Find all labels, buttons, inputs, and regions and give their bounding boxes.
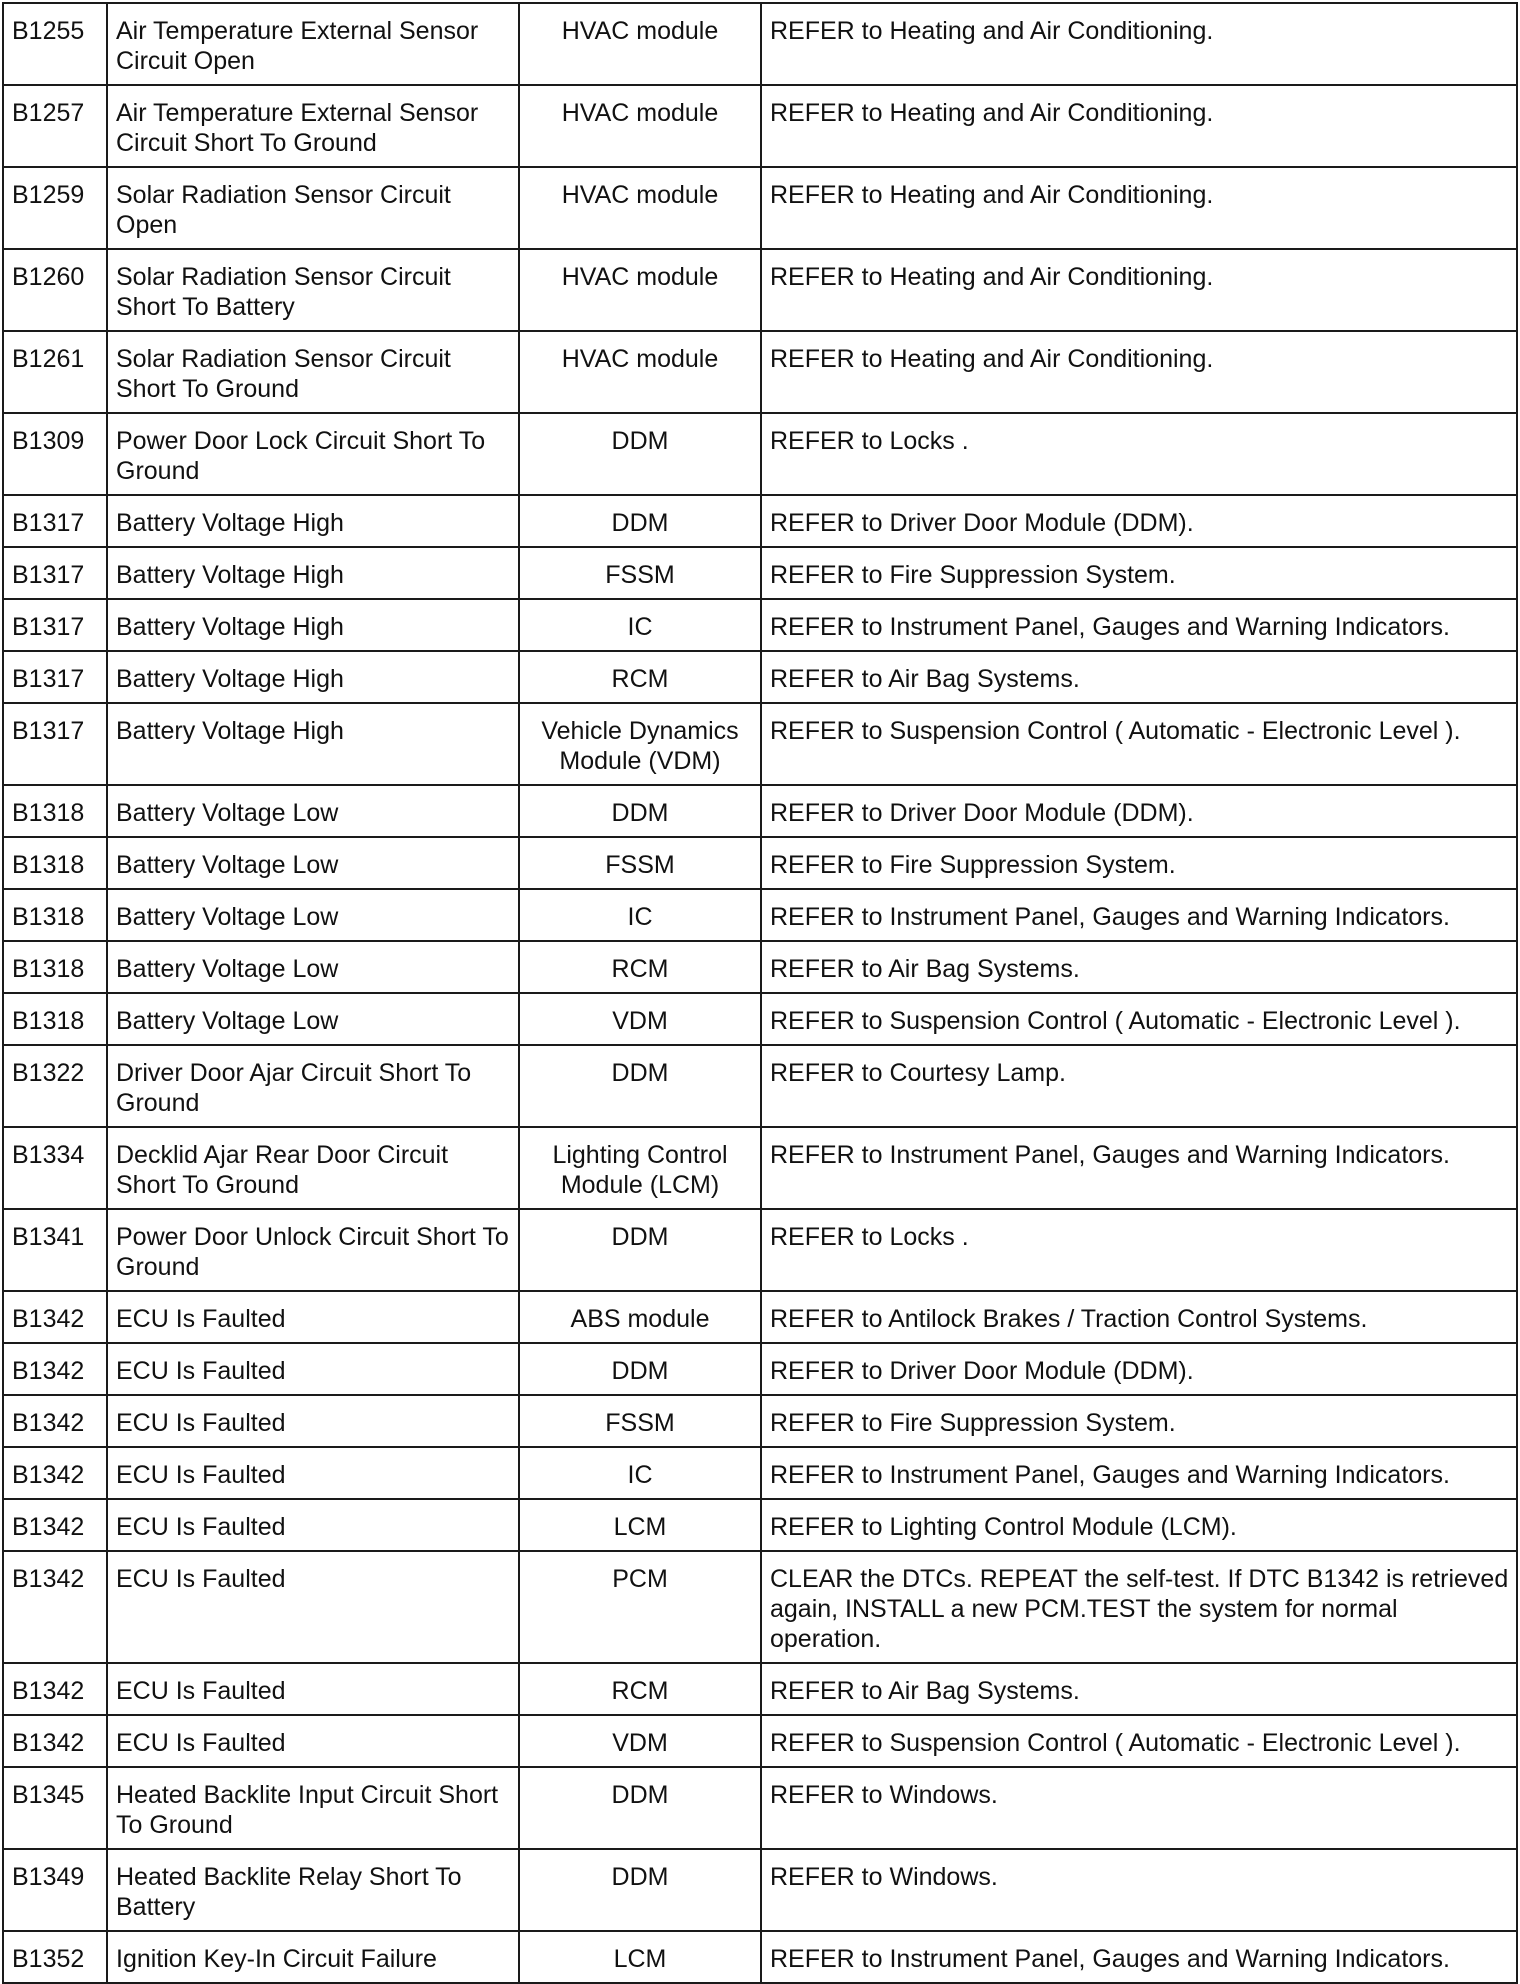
dtc-action-cell: REFER to Heating and Air Conditioning. [761, 249, 1517, 331]
table-row [3, 331, 1517, 413]
table-row [3, 413, 1517, 495]
dtc-description-cell: Air Temperature External Sensor Circuit Short To Ground [107, 85, 519, 167]
table-row [3, 1931, 1517, 1983]
dtc-code-cell: B1341 [3, 1209, 107, 1291]
table-row [3, 599, 1517, 651]
dtc-code-cell: B1342 [3, 1291, 107, 1343]
dtc-module-cell: IC [519, 599, 761, 651]
dtc-action-cell: REFER to Heating and Air Conditioning. [761, 167, 1517, 249]
table-row [3, 889, 1517, 941]
dtc-module-cell: ABS module [519, 1291, 761, 1343]
dtc-description-cell: Heated Backlite Relay Short To Battery [107, 1849, 519, 1931]
table-row [3, 837, 1517, 889]
dtc-action-cell: REFER to Suspension Control ( Automatic - Electronic Level ). [761, 993, 1517, 1045]
dtc-action-cell: REFER to Windows. [761, 1767, 1517, 1849]
dtc-description-cell: ECU Is Faulted [107, 1499, 519, 1551]
dtc-description-cell: Solar Radiation Sensor Circuit Short To Ground [107, 331, 519, 413]
dtc-action-cell: REFER to Suspension Control ( Automatic - Electronic Level ). [761, 1715, 1517, 1767]
dtc-description-cell: ECU Is Faulted [107, 1551, 519, 1663]
dtc-description-cell: Solar Radiation Sensor Circuit Short To Battery [107, 249, 519, 331]
dtc-module-cell: VDM [519, 993, 761, 1045]
dtc-description-cell: Solar Radiation Sensor Circuit Open [107, 167, 519, 249]
table-row [3, 1127, 1517, 1209]
dtc-description-cell: Battery Voltage High [107, 703, 519, 785]
dtc-description-cell: ECU Is Faulted [107, 1291, 519, 1343]
table-row [3, 495, 1517, 547]
dtc-action-cell: REFER to Windows. [761, 1849, 1517, 1931]
dtc-code-cell: B1342 [3, 1715, 107, 1767]
dtc-table-body [3, 3, 1517, 1983]
dtc-code-cell: B1261 [3, 331, 107, 413]
dtc-code-cell: B1349 [3, 1849, 107, 1931]
table-row [3, 1715, 1517, 1767]
dtc-action-cell: REFER to Fire Suppression System. [761, 547, 1517, 599]
dtc-description-cell: ECU Is Faulted [107, 1663, 519, 1715]
dtc-code-cell: B1318 [3, 993, 107, 1045]
dtc-code-cell: B1318 [3, 941, 107, 993]
table-row [3, 1291, 1517, 1343]
dtc-action-cell: REFER to Heating and Air Conditioning. [761, 331, 1517, 413]
dtc-module-cell: RCM [519, 651, 761, 703]
dtc-description-cell: Battery Voltage Low [107, 837, 519, 889]
dtc-action-cell: REFER to Heating and Air Conditioning. [761, 85, 1517, 167]
dtc-table [2, 2, 1518, 1984]
dtc-description-cell: ECU Is Faulted [107, 1395, 519, 1447]
dtc-code-cell: B1342 [3, 1395, 107, 1447]
dtc-code-cell: B1317 [3, 599, 107, 651]
dtc-module-cell: FSSM [519, 1395, 761, 1447]
dtc-module-cell: DDM [519, 413, 761, 495]
dtc-module-cell: Vehicle Dynamics Module (VDM) [519, 703, 761, 785]
dtc-module-cell: IC [519, 889, 761, 941]
table-row [3, 651, 1517, 703]
dtc-module-cell: DDM [519, 785, 761, 837]
dtc-action-cell: REFER to Air Bag Systems. [761, 941, 1517, 993]
dtc-module-cell: FSSM [519, 837, 761, 889]
table-row [3, 993, 1517, 1045]
dtc-module-cell: FSSM [519, 547, 761, 599]
dtc-code-cell: B1342 [3, 1499, 107, 1551]
dtc-description-cell: Battery Voltage High [107, 547, 519, 599]
dtc-code-cell: B1318 [3, 785, 107, 837]
dtc-description-cell: Battery Voltage Low [107, 941, 519, 993]
dtc-module-cell: IC [519, 1447, 761, 1499]
dtc-code-cell: B1345 [3, 1767, 107, 1849]
dtc-module-cell: HVAC module [519, 167, 761, 249]
dtc-action-cell: REFER to Driver Door Module (DDM). [761, 495, 1517, 547]
dtc-action-cell: REFER to Antilock Brakes / Traction Control Systems. [761, 1291, 1517, 1343]
dtc-description-cell: Battery Voltage Low [107, 785, 519, 837]
table-row [3, 1209, 1517, 1291]
table-row [3, 703, 1517, 785]
dtc-code-cell: B1309 [3, 413, 107, 495]
table-row [3, 167, 1517, 249]
dtc-module-cell: HVAC module [519, 331, 761, 413]
dtc-action-cell: REFER to Lighting Control Module (LCM). [761, 1499, 1517, 1551]
dtc-description-cell: Driver Door Ajar Circuit Short To Ground [107, 1045, 519, 1127]
dtc-description-cell: Power Door Lock Circuit Short To Ground [107, 413, 519, 495]
dtc-code-cell: B1257 [3, 85, 107, 167]
dtc-action-cell: REFER to Heating and Air Conditioning. [761, 3, 1517, 85]
dtc-module-cell: Lighting Control Module (LCM) [519, 1127, 761, 1209]
table-row [3, 1045, 1517, 1127]
table-row [3, 1551, 1517, 1663]
dtc-module-cell: DDM [519, 1343, 761, 1395]
dtc-action-cell: REFER to Instrument Panel, Gauges and Warning Indicators. [761, 1447, 1517, 1499]
dtc-description-cell: Power Door Unlock Circuit Short To Ground [107, 1209, 519, 1291]
dtc-code-cell: B1342 [3, 1551, 107, 1663]
dtc-action-cell: REFER to Instrument Panel, Gauges and Warning Indicators. [761, 1127, 1517, 1209]
dtc-code-cell: B1317 [3, 703, 107, 785]
dtc-code-cell: B1334 [3, 1127, 107, 1209]
dtc-action-cell: REFER to Driver Door Module (DDM). [761, 1343, 1517, 1395]
dtc-code-cell: B1342 [3, 1343, 107, 1395]
dtc-module-cell: LCM [519, 1931, 761, 1983]
table-row [3, 1767, 1517, 1849]
dtc-action-cell: CLEAR the DTCs. REPEAT the self-test. If DTC B1342 is retrieved again, INSTALL a new PCM.TEST the system for normal operation. [761, 1551, 1517, 1663]
dtc-module-cell: HVAC module [519, 85, 761, 167]
dtc-action-cell: REFER to Instrument Panel, Gauges and Warning Indicators. [761, 889, 1517, 941]
dtc-code-cell: B1317 [3, 547, 107, 599]
dtc-description-cell: Ignition Key-In Circuit Failure [107, 1931, 519, 1983]
dtc-action-cell: REFER to Instrument Panel, Gauges and Warning Indicators. [761, 1931, 1517, 1983]
dtc-module-cell: DDM [519, 1767, 761, 1849]
dtc-description-cell: Air Temperature External Sensor Circuit Open [107, 3, 519, 85]
dtc-description-cell: ECU Is Faulted [107, 1715, 519, 1767]
dtc-module-cell: PCM [519, 1551, 761, 1663]
dtc-action-cell: REFER to Driver Door Module (DDM). [761, 785, 1517, 837]
dtc-code-cell: B1352 [3, 1931, 107, 1983]
dtc-code-cell: B1342 [3, 1447, 107, 1499]
table-row [3, 85, 1517, 167]
dtc-module-cell: RCM [519, 1663, 761, 1715]
dtc-code-cell: B1322 [3, 1045, 107, 1127]
dtc-action-cell: REFER to Air Bag Systems. [761, 1663, 1517, 1715]
table-row [3, 547, 1517, 599]
dtc-module-cell: LCM [519, 1499, 761, 1551]
dtc-code-cell: B1317 [3, 495, 107, 547]
table-row [3, 1395, 1517, 1447]
table-row [3, 1499, 1517, 1551]
dtc-module-cell: RCM [519, 941, 761, 993]
dtc-description-cell: ECU Is Faulted [107, 1447, 519, 1499]
dtc-description-cell: ECU Is Faulted [107, 1343, 519, 1395]
table-row [3, 1343, 1517, 1395]
dtc-module-cell: DDM [519, 1209, 761, 1291]
dtc-action-cell: REFER to Air Bag Systems. [761, 651, 1517, 703]
dtc-description-cell: Heated Backlite Input Circuit Short To Ground [107, 1767, 519, 1849]
dtc-code-cell: B1255 [3, 3, 107, 85]
table-row [3, 1663, 1517, 1715]
dtc-description-cell: Battery Voltage Low [107, 993, 519, 1045]
dtc-action-cell: REFER to Fire Suppression System. [761, 1395, 1517, 1447]
dtc-action-cell: REFER to Courtesy Lamp. [761, 1045, 1517, 1127]
dtc-description-cell: Battery Voltage High [107, 599, 519, 651]
dtc-action-cell: REFER to Instrument Panel, Gauges and Warning Indicators. [761, 599, 1517, 651]
dtc-description-cell: Decklid Ajar Rear Door Circuit Short To Ground [107, 1127, 519, 1209]
dtc-module-cell: HVAC module [519, 3, 761, 85]
dtc-code-cell: B1318 [3, 889, 107, 941]
dtc-action-cell: REFER to Locks . [761, 1209, 1517, 1291]
table-row [3, 1849, 1517, 1931]
dtc-action-cell: REFER to Fire Suppression System. [761, 837, 1517, 889]
table-row [3, 249, 1517, 331]
table-row [3, 941, 1517, 993]
table-row [3, 1447, 1517, 1499]
dtc-code-cell: B1342 [3, 1663, 107, 1715]
dtc-module-cell: DDM [519, 1045, 761, 1127]
dtc-module-cell: HVAC module [519, 249, 761, 331]
dtc-code-cell: B1317 [3, 651, 107, 703]
dtc-code-cell: B1259 [3, 167, 107, 249]
dtc-code-cell: B1318 [3, 837, 107, 889]
dtc-description-cell: Battery Voltage Low [107, 889, 519, 941]
dtc-code-cell: B1260 [3, 249, 107, 331]
dtc-action-cell: REFER to Suspension Control ( Automatic - Electronic Level ). [761, 703, 1517, 785]
dtc-module-cell: VDM [519, 1715, 761, 1767]
dtc-module-cell: DDM [519, 1849, 761, 1931]
dtc-description-cell: Battery Voltage High [107, 651, 519, 703]
dtc-module-cell: DDM [519, 495, 761, 547]
dtc-description-cell: Battery Voltage High [107, 495, 519, 547]
table-row [3, 3, 1517, 85]
dtc-action-cell: REFER to Locks . [761, 413, 1517, 495]
table-row [3, 785, 1517, 837]
